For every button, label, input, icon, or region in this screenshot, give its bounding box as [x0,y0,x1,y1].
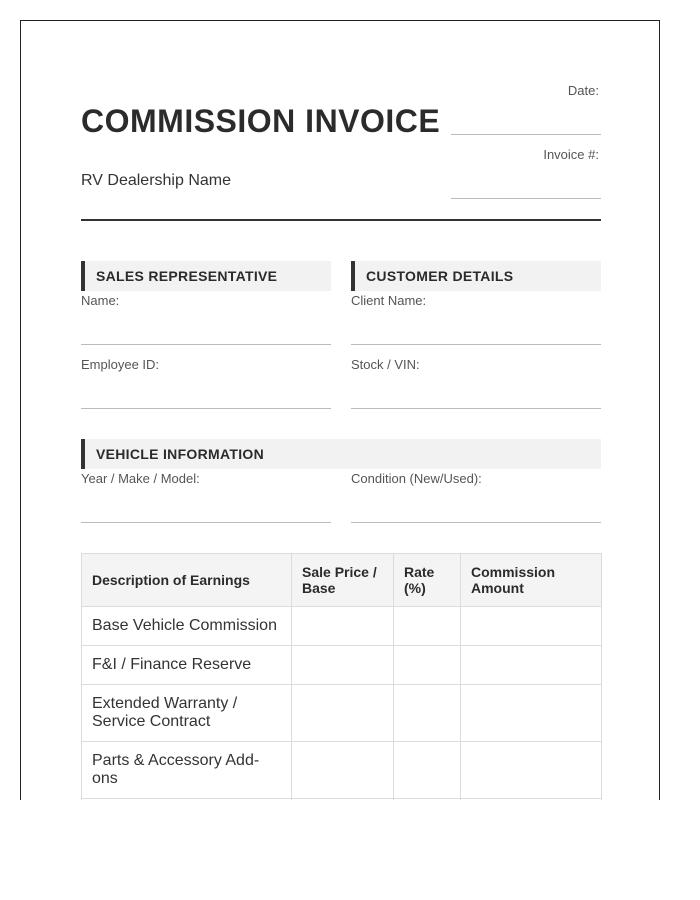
condition-field[interactable] [351,522,601,523]
earnings-table [81,553,602,800]
table-row [82,685,602,742]
dealership-name: RV Dealership Name [81,172,231,189]
column-header: Rate (%) [394,554,461,607]
header-divider [81,219,601,221]
sale-price-cell[interactable] [292,646,394,685]
table-row [82,646,602,685]
rate-cell[interactable] [394,799,461,801]
description-cell [82,799,292,801]
date-label: Date: [567,83,599,98]
table-row [82,799,602,801]
commission-cell[interactable] [461,685,602,742]
table-row [82,607,602,646]
commission-cell[interactable] [461,799,602,801]
stock-vin-label: Stock / VIN: [351,357,420,372]
column-header: Description of Earnings [82,554,292,607]
commission-cell[interactable] [461,646,602,685]
rep-name-label: Name: [81,293,120,308]
stock-vin-field[interactable] [351,408,601,409]
date-field[interactable] [451,134,601,135]
description-cell: F&I / Finance Reserve [82,646,292,685]
condition-label: Condition (New/Used): [351,471,482,486]
rate-cell[interactable] [394,607,461,646]
year-make-model-field[interactable] [81,522,331,523]
sale-price-cell[interactable] [292,742,394,799]
vehicle-heading: VEHICLE INFORMATION [81,439,601,469]
rate-cell[interactable] [394,742,461,799]
description-cell: Parts & Accessory Add-ons [82,742,292,799]
client-name-field[interactable] [351,344,601,345]
invoice-number-label: Invoice #: [543,147,599,162]
employee-id-field[interactable] [81,408,331,409]
table-header-row [82,554,602,607]
commission-cell[interactable] [461,742,602,799]
sale-price-cell[interactable] [292,685,394,742]
description-cell: Base Vehicle Commission [82,607,292,646]
rate-cell[interactable] [394,646,461,685]
commission-cell[interactable] [461,607,602,646]
employee-id-label: Employee ID: [81,357,160,372]
sale-price-cell[interactable] [292,799,394,801]
sale-price-cell[interactable] [292,607,394,646]
description-cell: Extended Warranty / Service Contract [82,685,292,742]
table-row [82,742,602,799]
invoice-number-field[interactable] [451,198,601,199]
invoice-page [20,20,660,800]
customer-heading: CUSTOMER DETAILS [351,261,601,291]
sales-rep-heading: SALES REPRESENTATIVE [81,261,331,291]
column-header: Commission Amount [461,554,602,607]
rate-cell[interactable] [394,685,461,742]
invoice-title: COMMISSION INVOICE [81,103,441,139]
column-header: Sale Price / Base [292,554,394,607]
client-name-label: Client Name: [351,293,427,308]
rep-name-field[interactable] [81,344,331,345]
year-make-model-label: Year / Make / Model: [81,471,200,486]
